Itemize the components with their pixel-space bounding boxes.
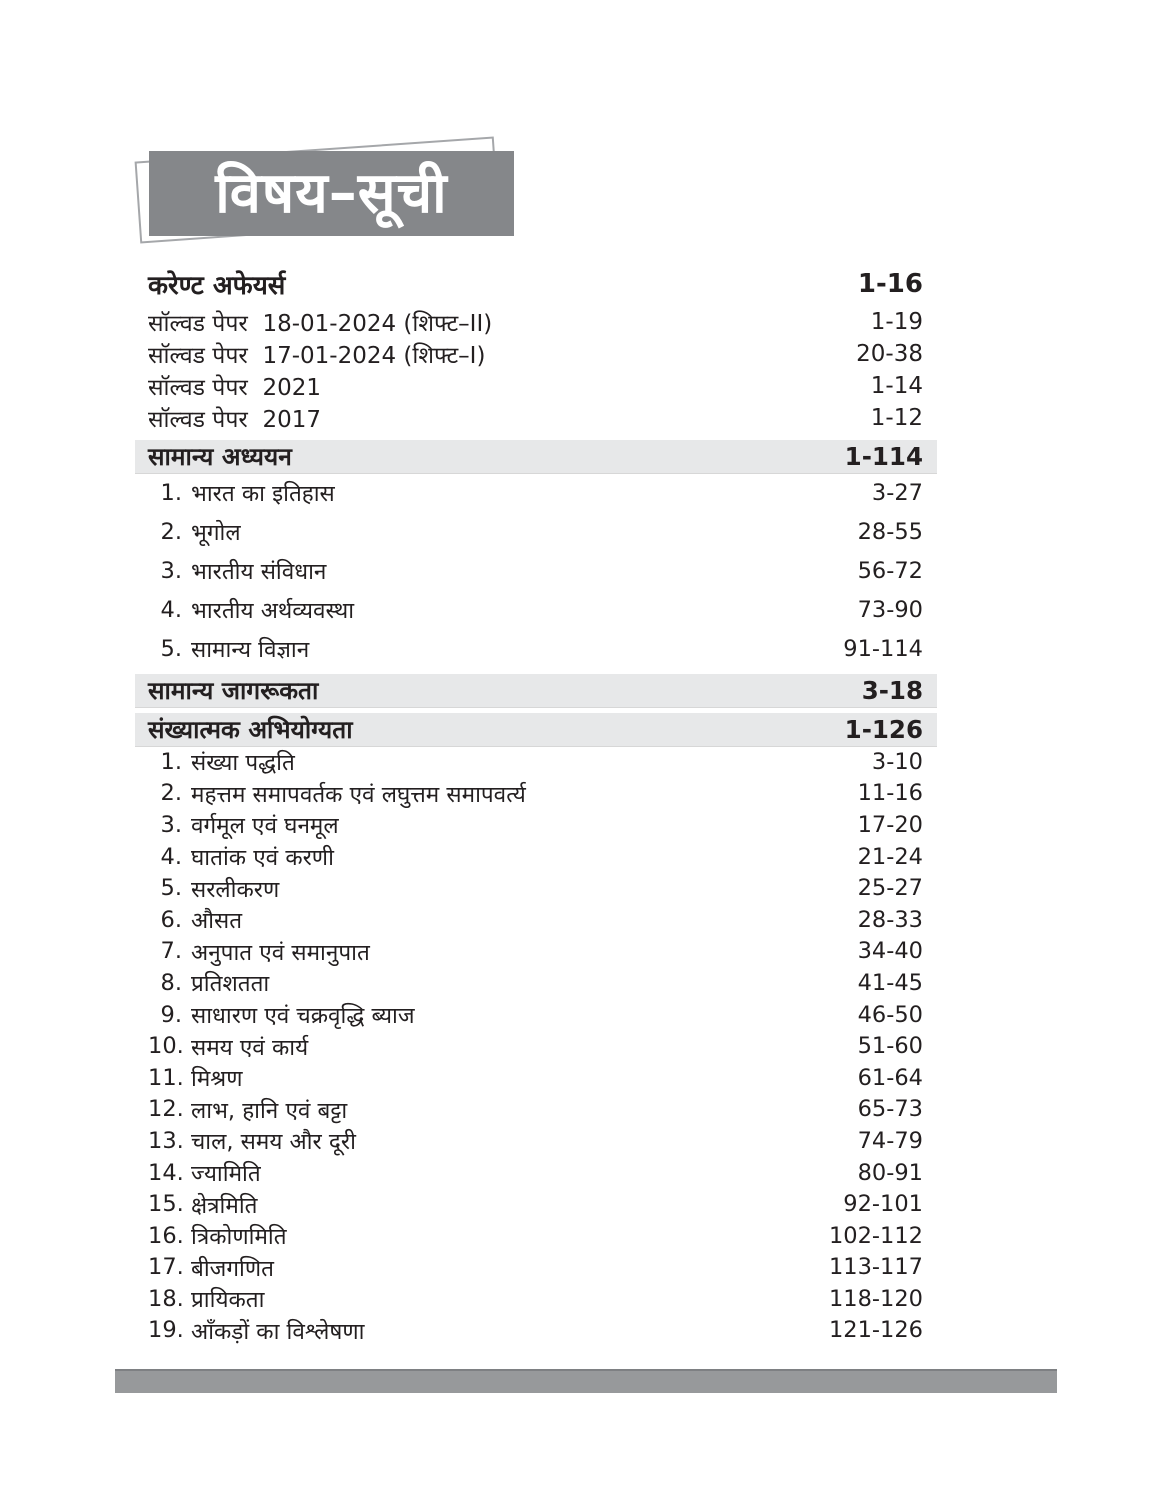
chapter-row: [135, 1315, 937, 1347]
section-title: सामान्य जागरूकता: [148, 676, 319, 705]
solved-paper-row: [135, 338, 937, 370]
chapter-pages: 21-24: [857, 843, 923, 870]
chapter-pages: 51-60: [857, 1033, 923, 1060]
chapter-pages: 61-64: [857, 1064, 923, 1091]
chapter-list: [135, 746, 937, 1346]
chapter-row: [135, 590, 937, 629]
chapter-row: [135, 904, 937, 936]
chapter-row: [135, 1125, 937, 1157]
chapter-title: सामान्य विज्ञान: [191, 637, 310, 663]
chapter-row: [135, 872, 937, 904]
chapter-title: वर्गमूल एवं घनमूल: [191, 813, 339, 840]
chapter-row: [135, 1062, 937, 1094]
chapter-pages: 91-114: [843, 635, 923, 662]
chapter-row: [135, 629, 937, 668]
section-header-bar: [135, 674, 937, 707]
chapter-row: [135, 936, 937, 968]
chapter-pages: 74-79: [857, 1127, 923, 1154]
solved-paper-label: सॉल्वड पेपर 2021: [148, 375, 321, 401]
chapter-pages: 3-10: [871, 748, 923, 775]
title-banner: [149, 151, 514, 236]
chapter-number: 19.: [148, 1317, 184, 1344]
chapter-row: [135, 1094, 937, 1126]
sections-container: [135, 440, 937, 1346]
chapter-row: [135, 841, 937, 873]
solved-paper-pages: 20-38: [856, 341, 923, 367]
chapter-row: [135, 1220, 937, 1252]
chapter-title: लाभ, हानि एवं बट्टा: [191, 1097, 348, 1124]
section-pages: 1-114: [844, 442, 923, 471]
chapter-number: 5.: [160, 635, 182, 662]
toc-section: [135, 713, 937, 1346]
chapter-title: भूगोल: [191, 520, 241, 546]
chapter-title: क्षेत्रमिति: [191, 1192, 258, 1219]
chapter-row: [135, 1157, 937, 1189]
chapter-number: 15.: [148, 1191, 184, 1218]
solved-paper-row: [135, 402, 937, 434]
chapter-row: [135, 809, 937, 841]
chapter-number: 16.: [148, 1222, 184, 1249]
chapter-title: भारत का इतिहास: [191, 481, 335, 507]
solved-paper-pages: 1-12: [870, 405, 923, 431]
toc-section: [135, 440, 937, 668]
section-title: सामान्य अध्ययन: [148, 442, 292, 471]
chapter-list: [135, 473, 937, 668]
chapter-number: 11.: [148, 1064, 184, 1091]
chapter-row: [135, 967, 937, 999]
chapter-row: [135, 778, 937, 810]
chapter-pages: 92-101: [843, 1191, 923, 1218]
chapter-pages: 102-112: [828, 1222, 923, 1249]
chapter-pages: 73-90: [857, 596, 923, 623]
chapter-title: ज्यामिति: [191, 1161, 261, 1188]
chapter-pages: 113-117: [828, 1254, 923, 1281]
chapter-number: 6.: [160, 906, 182, 933]
chapter-number: 7.: [160, 938, 182, 965]
chapter-number: 1.: [160, 479, 182, 506]
chapter-number: 4.: [160, 843, 182, 870]
chapter-pages: 46-50: [857, 1001, 923, 1028]
chapter-title: घातांक एवं करणी: [191, 845, 334, 872]
chapter-title: आँकड़ों का विश्लेषणा: [191, 1318, 365, 1345]
chapter-row: [135, 1283, 937, 1315]
chapter-number: 13.: [148, 1127, 184, 1154]
chapter-title: प्रायिकता: [191, 1287, 265, 1314]
solved-paper-label: सॉल्वड पेपर 2017: [148, 407, 321, 433]
chapter-title: महत्तम समापवर्तक एवं लघुत्तम समापवर्त्य: [191, 781, 526, 808]
chapter-number: 8.: [160, 969, 182, 996]
section-header-bar: [135, 440, 937, 473]
section-pages: 3-18: [861, 676, 923, 705]
chapter-number: 10.: [148, 1033, 184, 1060]
section-pages: 1-126: [844, 715, 923, 744]
chapter-title: प्रतिशतता: [191, 971, 270, 998]
chapter-number: 9.: [160, 1001, 182, 1028]
current-affairs-list: [135, 306, 937, 434]
chapter-number: 2.: [160, 780, 182, 807]
chapter-pages: 3-27: [871, 479, 923, 506]
chapter-pages: 25-27: [857, 875, 923, 902]
chapter-title: भारतीय संविधान: [191, 559, 327, 585]
chapter-row: [135, 473, 937, 512]
chapter-pages: 80-91: [857, 1159, 923, 1186]
chapter-pages: 17-20: [857, 811, 923, 838]
section-title: संख्यात्मक अभियोग्यता: [148, 715, 353, 744]
chapter-number: 4.: [160, 596, 182, 623]
chapter-number: 18.: [148, 1285, 184, 1312]
chapter-title: अनुपात एवं समानुपात: [191, 939, 370, 966]
current-affairs-title: करेण्ट अफेयर्स: [148, 271, 286, 301]
solved-paper-row: [135, 306, 937, 338]
chapter-title: बीजगणित: [191, 1255, 274, 1282]
chapter-pages: 56-72: [857, 557, 923, 584]
chapter-title: मिश्रण: [191, 1066, 243, 1093]
footer-bar: [115, 1369, 1057, 1393]
chapter-pages: 118-120: [828, 1285, 923, 1312]
chapter-pages: 11-16: [857, 780, 923, 807]
chapter-pages: 65-73: [857, 1096, 923, 1123]
chapter-row: [135, 746, 937, 778]
chapter-title: त्रिकोणमिति: [191, 1224, 287, 1251]
page-title: विषय–सूची: [215, 160, 448, 226]
chapter-row: [135, 999, 937, 1031]
chapter-number: 3.: [160, 811, 182, 838]
chapter-number: 3.: [160, 557, 182, 584]
solved-paper-label: सॉल्वड पेपर 18-01-2024 (शिफ्ट–II): [148, 311, 493, 337]
current-affairs-heading: [135, 266, 937, 302]
chapter-number: 14.: [148, 1159, 184, 1186]
chapter-pages: 28-55: [857, 518, 923, 545]
chapter-row: [135, 1030, 937, 1062]
solved-paper-pages: 1-19: [870, 309, 923, 335]
solved-paper-label: सॉल्वड पेपर 17-01-2024 (शिफ्ट–I): [148, 343, 486, 369]
solved-paper-row: [135, 370, 937, 402]
current-affairs-pages: 1-16: [857, 269, 923, 299]
section-header-bar: [135, 713, 937, 746]
chapter-row: [135, 1188, 937, 1220]
chapter-title: औसत: [191, 908, 243, 935]
chapter-title: सरलीकरण: [191, 876, 280, 903]
toc-content: [135, 266, 937, 1346]
chapter-number: 17.: [148, 1254, 184, 1281]
chapter-number: 1.: [160, 748, 182, 775]
chapter-number: 12.: [148, 1096, 184, 1123]
chapter-number: 5.: [160, 875, 182, 902]
chapter-pages: 28-33: [857, 906, 923, 933]
chapter-title: साधारण एवं चक्रवृद्धि ब्याज: [191, 1003, 415, 1030]
chapter-title: भारतीय अर्थव्यवस्था: [191, 598, 355, 624]
toc-section: [135, 674, 937, 707]
chapter-row: [135, 512, 937, 551]
chapter-title: समय एवं कार्य: [191, 1034, 309, 1061]
solved-paper-pages: 1-14: [870, 373, 923, 399]
chapter-number: 2.: [160, 518, 182, 545]
chapter-pages: 121-126: [828, 1317, 923, 1344]
chapter-row: [135, 1252, 937, 1284]
chapter-row: [135, 551, 937, 590]
chapter-pages: 34-40: [857, 938, 923, 965]
chapter-pages: 41-45: [857, 969, 923, 996]
chapter-title: संख्या पद्धति: [191, 750, 295, 777]
chapter-title: चाल, समय और दूरी: [191, 1129, 356, 1156]
